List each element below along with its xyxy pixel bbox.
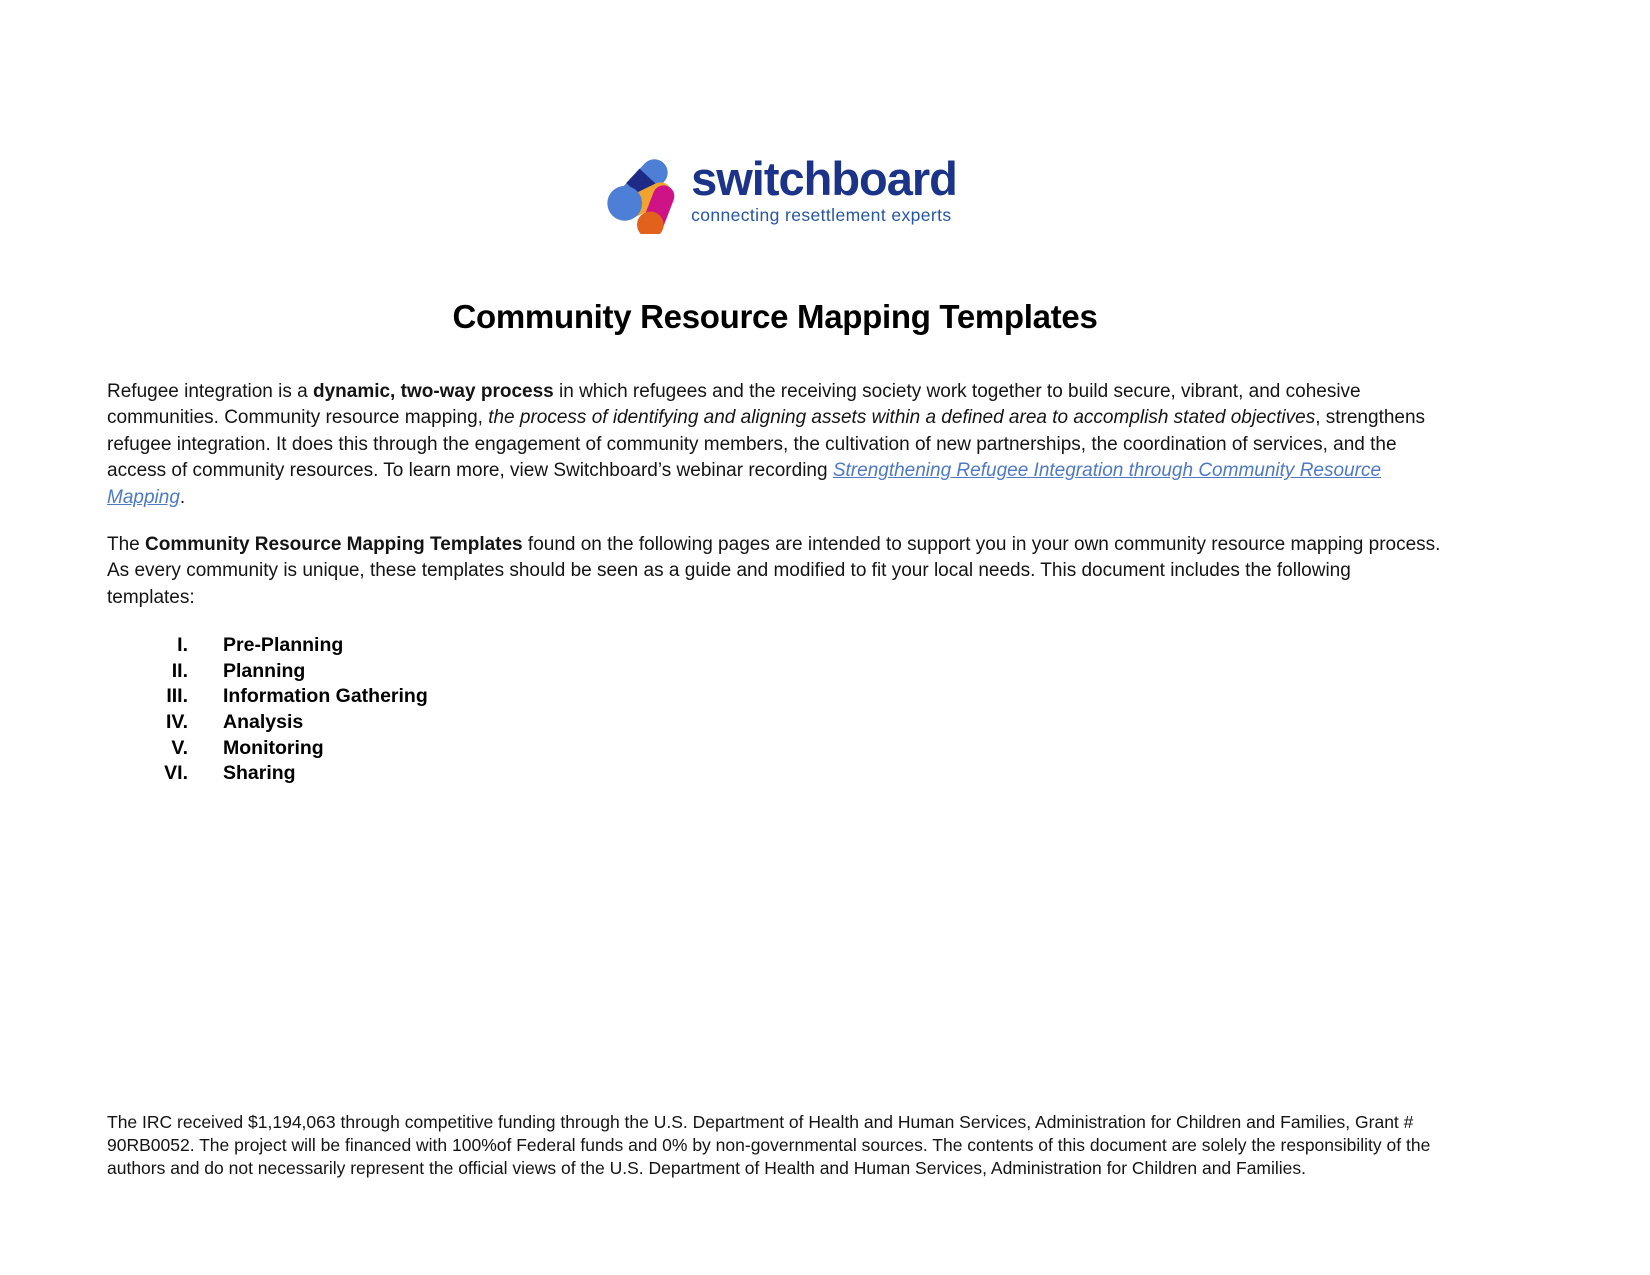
list-item-numeral: V. bbox=[171, 736, 188, 759]
logo-text-block bbox=[691, 151, 957, 226]
list-item bbox=[107, 633, 1443, 659]
list-item bbox=[107, 684, 1443, 710]
templates-paragraph bbox=[107, 532, 1443, 611]
list-item-label: Monitoring bbox=[223, 736, 324, 759]
list-item bbox=[107, 659, 1443, 685]
intro-text: . bbox=[179, 486, 186, 508]
list-item-label: Planning bbox=[223, 659, 306, 682]
intro-bold-phrase: dynamic, two-way process bbox=[312, 381, 554, 402]
templates-text: found on the following pages are intended to support you in your own community resource mapping process. As every community is unique, these templates should be seen as a guide and modified to fit your local needs. This document includes the following templates: bbox=[107, 534, 1441, 608]
list-item-label: Pre-Planning bbox=[223, 634, 344, 657]
logo-wordmark: switchboard bbox=[691, 151, 957, 205]
templates-text: The bbox=[107, 534, 146, 556]
funding-disclaimer: The IRC received $1,194,063 through competitive funding through the U.S. Department of Health and Human Services, Administration for Children and Families, Grant # 90RB0052. The project will be financed with 100%of Federal funds and 0% by non-governmental sources. The contents of this document are solely the responsibility of the authors and do not necessarily represent the official views of the U.S. Department of Health and Human Services, Administration for Children and Families. bbox=[107, 1112, 1431, 1178]
list-item-numeral: III. bbox=[166, 685, 188, 708]
list-item-label: Analysis bbox=[223, 711, 304, 734]
webinar-recording-link[interactable]: Strengthening Refugee Integration through Community Resource Mapping bbox=[107, 460, 1382, 508]
list-item-label: Information Gathering bbox=[223, 685, 428, 708]
list-item-label: Sharing bbox=[223, 762, 296, 785]
list-item-numeral: IV. bbox=[165, 711, 188, 734]
list-item-numeral: I. bbox=[177, 634, 188, 657]
logo-tagline: connecting resettlement experts bbox=[691, 204, 952, 225]
switchboard-logo-icon bbox=[593, 146, 681, 234]
intro-text: in which refugees and the receiving society work together to build secure, vibrant, and cohesive communities. Community resource mapping, bbox=[107, 381, 1361, 429]
intro-italic-definition: the process of identifying and aligning assets within a defined area to accomplish stated objectives bbox=[488, 407, 1316, 429]
intro-text: , strengthens refugee integration. It does this through the engagement of community members, the cultivation of new partnerships, the coordination of services, and the access of community resources. To learn more, view Switchboard’s webinar recording bbox=[107, 407, 1426, 482]
list-item bbox=[107, 710, 1443, 736]
intro-paragraph bbox=[107, 379, 1443, 511]
templates-bold-phrase: Community Resource Mapping Templates bbox=[145, 534, 523, 556]
templates-list bbox=[107, 633, 1443, 787]
intro-text: Refugee integration is a bbox=[107, 381, 313, 402]
list-item-numeral: VI. bbox=[164, 762, 188, 785]
page-title: Community Resource Mapping Templates bbox=[452, 298, 1098, 335]
list-item bbox=[107, 761, 1443, 787]
switchboard-logo bbox=[107, 146, 1443, 234]
list-item bbox=[107, 736, 1443, 762]
list-item-numeral: II. bbox=[171, 659, 188, 682]
